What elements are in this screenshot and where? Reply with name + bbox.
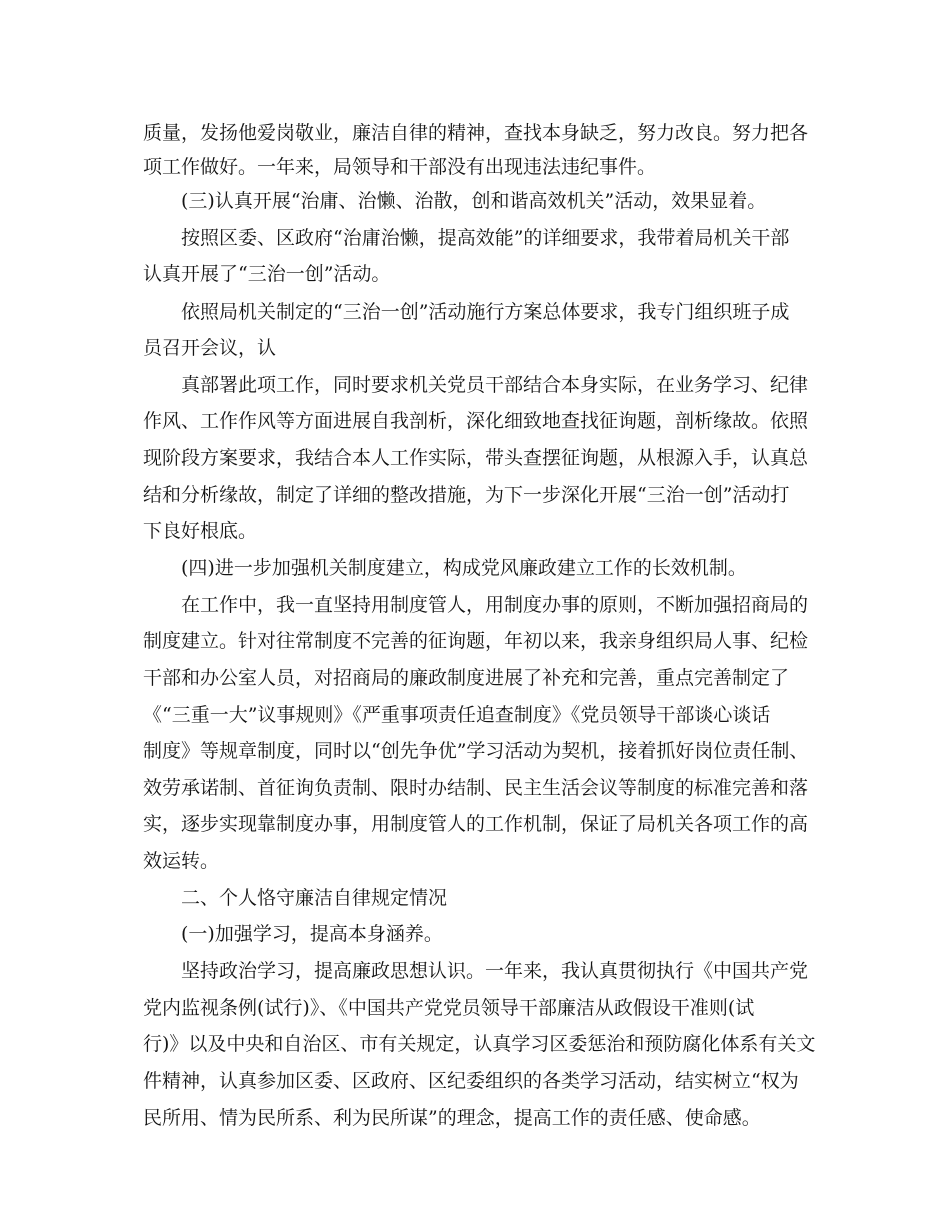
section-heading: (一)加强学习，提高本身涵养。: [181, 923, 443, 945]
body-line: 质量，发扬他爱岗敬业，廉洁自律的精神，查找本身缺乏，努力改良。努力把各: [143, 122, 809, 144]
body-line: 效劳承诺制、首征询负责制、限时办结制、民主生活会议等制度的标准完善和落: [143, 777, 809, 799]
body-line: 现阶段方案要求，我结合本人工作实际，带头查摆征询题，从根源入手，认真总: [143, 447, 809, 469]
body-line: 项工作做好。一年来，局领导和干部没有出现违法违纪事件。: [143, 156, 657, 178]
body-line: 在工作中，我一直坚持用制度管人，用制度办事的原则，不断加强招商局的: [181, 594, 809, 616]
body-line: 制度》等规章制度，同时以“创先争优”学习活动为契机，接着抓好岗位责任制、: [143, 740, 809, 762]
body-line: 《“三重一大”议事规则》《严重事项责任追查制度》《党员领导干部谈心谈话: [143, 704, 771, 726]
section-heading: (三)认真开展“治庸、治懒、治散，创和谐高效机关”活动，效果显着。: [181, 190, 767, 212]
body-line: 实，逐步实现靠制度办事，用制度管人的工作机制，保证了局机关各项工作的高: [143, 813, 809, 835]
body-line: 件精神，认真参加区委、区政府、区纪委组织的各类学习活动，结实树立“权为: [143, 1070, 799, 1092]
body-line: 制度建立。针对往常制度不完善的征询题，年初以来，我亲身组织局人事、纪检: [143, 630, 809, 652]
body-line: 按照区委、区政府“治庸治懒，提高效能”的详细要求，我带着局机关干部: [181, 227, 790, 249]
body-line: 干部和办公室人员，对招商局的廉政制度进展了补充和完善，重点完善制定了: [143, 667, 790, 689]
body-line: 依照局机关制定的“三治一创”活动施行方案总体要求，我专门组织班子成: [181, 301, 790, 323]
body-line: 员召开会议，认: [143, 337, 277, 359]
body-line: 效运转。: [143, 850, 220, 872]
body-line: 认真开展了“三治一创”活动。: [143, 263, 391, 285]
body-line: 下良好根底。: [143, 520, 258, 542]
body-line: 作风、工作作风等方面进展自我剖析，深化细致地查找征询题，剖析缘故。依照: [143, 410, 809, 432]
section-heading: (四)进一步加强机关制度建立，构成党风廉政建立工作的长效机制。: [181, 557, 747, 579]
body-line: 行)》以及中央和自治区、市有关规定，认真学习区委惩治和预防腐化体系有关文: [143, 1033, 816, 1055]
section-heading: 二、个人恪守廉洁自律规定情况: [181, 887, 448, 909]
body-line: 结和分析缘故，制定了详细的整改措施，为下一步深化开展“三治一创”活动打: [143, 484, 790, 506]
body-line: 真部署此项工作，同时要求机关党员干部结合本身实际，在业务学习、纪律: [181, 374, 809, 396]
body-line: 坚持政治学习，提高廉政思想认识。一年来，我认真贯彻执行《中国共产党: [181, 960, 809, 982]
body-line: 党内监视条例(试行)》、《中国共产党党员领导干部廉洁从政假设干准则(试: [143, 997, 755, 1019]
body-line: 民所用、情为民所系、利为民所谋”的理念，提高工作的责任感、使命感。: [143, 1107, 761, 1129]
